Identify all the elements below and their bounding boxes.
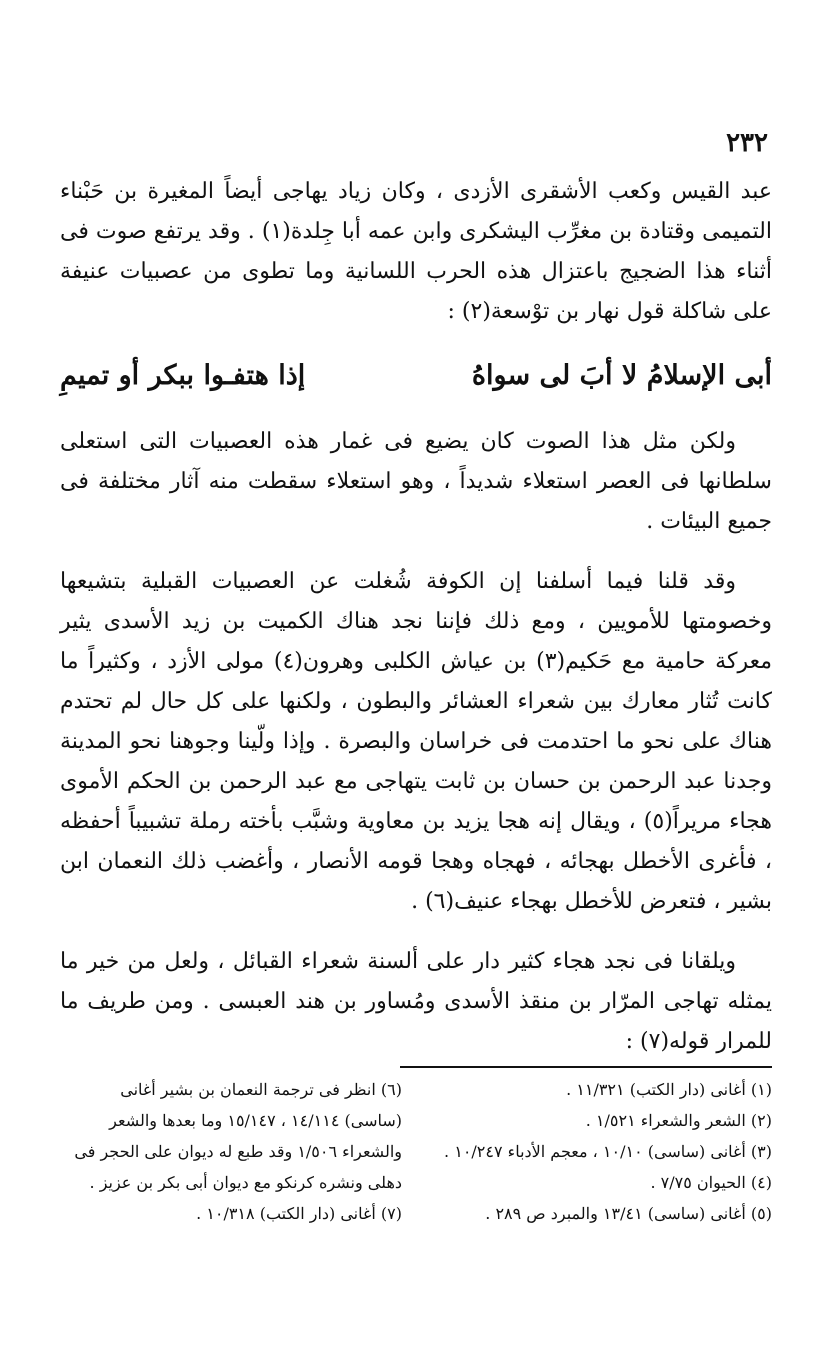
footnote-2: (٢) الشعر والشعراء ١/٥٢١ . — [585, 1111, 772, 1130]
main-text — [60, 172, 772, 1062]
footnote-divider — [400, 1066, 772, 1068]
verse-second-hemistich: إذا هتفـوا ببكر أو تميمِ — [60, 360, 306, 391]
footnote-6: (٦) انظر فى ترجمة النعمان بن بشير أغانى (ساسى) ١٤/١١٤ ، ١٥/١٤٧ وما بعدها والشعر والشعراء ١/٥٠٦ وقد طبع له ديوان على الحجر فى دهلى ونشره كرنكو مع ديوان أبى بكر بن عزيز . — [74, 1080, 402, 1192]
footnotes-column-right — [432, 1074, 772, 1229]
paragraph-4: ويلقانا فى نجد هجاء كثير دار على ألسنة شعراء القبائل ، ولعل من خير ما يمثله تهاجى المرّار بن منقذ الأسدى ومُساور بن هند العبسى . ومن طريف ما للمرار قوله(٧) : — [60, 949, 772, 1054]
footnote-3: (٣) أغانى (ساسى) ١٠/١٠ ، معجم الأدباء ١٠/٢٤٧ . — [444, 1142, 772, 1161]
footnotes-column-left — [62, 1074, 402, 1229]
paragraph-2: ولكن مثل هذا الصوت كان يضيع فى غمار هذه العصبيات التى استعلى سلطانها فى العصر استعلاء شديداً ، وهو استعلاء سقطت منه آثار مختلفة فى جميع البيئات . — [60, 429, 772, 534]
paragraph-3: وقد قلنا فيما أسلفنا إن الكوفة شُغلت عن العصبيات القبلية بتشيعها وخصومتها للأمويين ، ومع ذلك فإننا نجد هناك الكميت بن زيد الأسدى يثير معركة حامية مع حَكيم(٣) بن عياش الكلبى وهرون(٤) مولى الأزد ، وكثيراً ما كانت تُثار معارك بين شعراء العشائر والبطون ، ولكنها على كل حال لم تحتدم هناك على نحو ما احتدمت فى خراسان والبصرة . وإذا ولّينا وجوهنا نحو المدينة وجدنا عبد الرحمن بن حسان بن ثابت يتهاجى مع عبد الرحمن بن الحكم الأموى هجاء مريراً(٥) ، ويقال إنه هجا يزيد بن معاوية وشبَّب بأخته رملة تشبيباً أحفظه ، فأغرى الأخطل بهجائه ، فهجاه وهجا قومه الأنصار ، وأغضب ذلك النعمان ابن بشير ، فتعرض للأخطل بهجاء عنيف(٦) . — [60, 569, 772, 914]
footnote-7: (٧) أغانى (دار الكتب) ١٠/٣١٨ . — [196, 1204, 402, 1223]
footnote-4: (٤) الحيوان ٧/٧٥ . — [650, 1173, 772, 1192]
verse-first-hemistich: أبى الإسلامُ لا أبَ لى سواهُ — [471, 360, 772, 391]
poem-verse — [60, 350, 772, 402]
footnote-1: (١) أغانى (دار الكتب) ١١/٣٢١ . — [566, 1080, 772, 1099]
page-number: ٢٣٢ — [726, 128, 768, 158]
paragraph-1: عبد القيس وكعب الأشقرى الأزدى ، وكان زياد يهاجى أيضاً المغيرة بن حَبْناء التميمى وقتادة بن مغرِّب اليشكرى وابن عمه أبا جِلدة(١) . وقد يرتفع صوت فى أثناء هذا الضجيج باعتزال هذه الحرب اللسانية وما تطوى من عصبيات عنيفة على شاكلة قول نهار بن توْسعة(٢) : — [60, 179, 772, 324]
footnote-5: (٥) أغانى (ساسى) ١٣/٤١ والمبرد ص ٢٨٩ . — [485, 1204, 772, 1223]
footnotes — [60, 1074, 772, 1229]
